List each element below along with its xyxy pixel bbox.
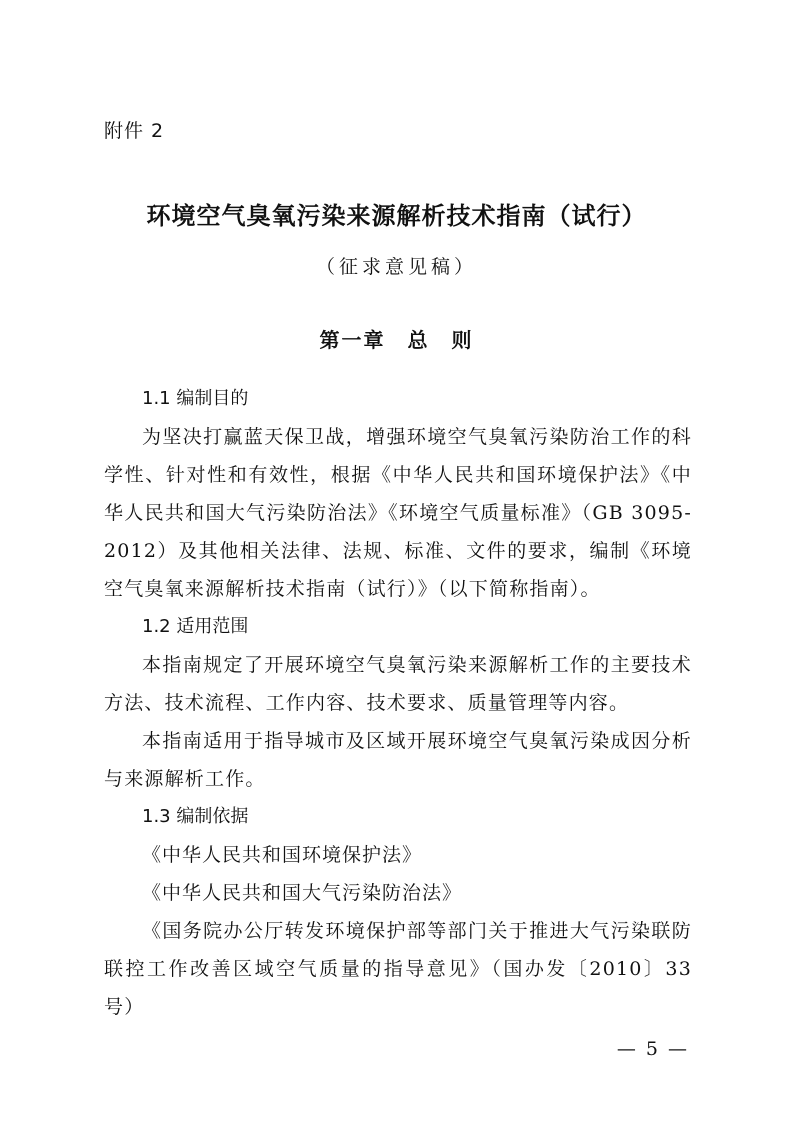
section-heading-basis: 1.3 编制依据 bbox=[142, 806, 249, 827]
reference-air-pollution-law: 《中华人民共和国大气污染防治法》 bbox=[142, 882, 463, 904]
section-heading-purpose: 1.1 编制目的 bbox=[142, 388, 249, 409]
section-heading-scope: 1.2 适用范围 bbox=[142, 616, 249, 637]
document-body bbox=[104, 380, 692, 1026]
paragraph-purpose: 为坚决打赢蓝天保卫战，增强环境空气臭氧污染防治工作的科学性、针对性和有效性，根据《中华人民共和国环境保护法》《中华人民共和国大气污染防治法》《环境空气质量标准》（GB 3095-2012）及其他相关法律、法规、标准、文件的要求，编制《环境空气臭氧来源解析技术指南（试行）》（以下简称指南）。 bbox=[104, 426, 692, 600]
reference-state-council-opinion: 《国务院办公厅转发环境保护部等部门关于推进大气污染联防联控工作改善区域空气质量的指导意见》（国办发〔2010〕33 号） bbox=[104, 920, 692, 1018]
paragraph-scope-content: 本指南规定了开展环境空气臭氧污染来源解析工作的主要技术方法、技术流程、工作内容、技术要求、质量管理等内容。 bbox=[104, 654, 692, 714]
reference-environmental-protection-law: 《中华人民共和国环境保护法》 bbox=[142, 844, 423, 866]
paragraph-scope-applicability: 本指南适用于指导城市及区域开展环境空气臭氧污染成因分析与来源解析工作。 bbox=[104, 730, 692, 790]
chapter-heading: 第一章 总 则 bbox=[319, 328, 474, 352]
page-number: — 5 — bbox=[616, 1038, 689, 1060]
document-subtitle: （征求意见稿） bbox=[315, 256, 477, 278]
document-title: 环境空气臭氧污染来源解析技术指南（试行） bbox=[146, 202, 647, 230]
attachment-label: 附件 2 bbox=[104, 120, 165, 142]
